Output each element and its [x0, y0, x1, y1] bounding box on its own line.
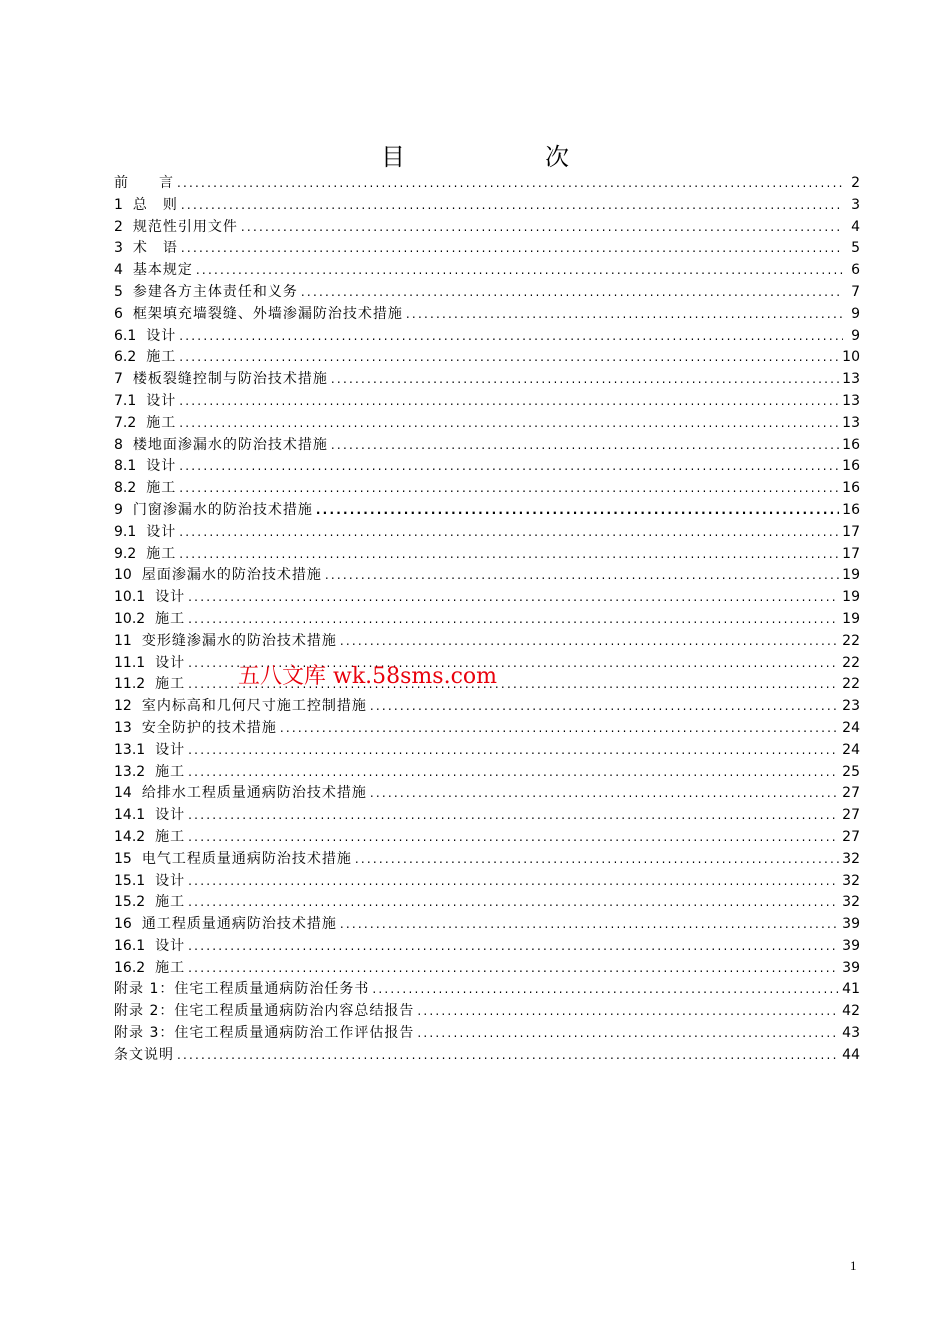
toc-entry[interactable]	[114, 435, 860, 457]
toc-entry[interactable]	[114, 958, 860, 980]
toc-dot-leader	[331, 435, 839, 457]
toc-entry[interactable]	[114, 936, 860, 958]
toc-entry-number: 5	[114, 283, 123, 300]
toc-entry[interactable]	[114, 718, 860, 740]
toc-entry-label: 施工	[155, 763, 186, 780]
toc-entry-label: 前 言	[114, 175, 174, 191]
toc-entry[interactable]	[114, 391, 860, 413]
toc-entry[interactable]	[114, 762, 860, 784]
toc-entry[interactable]	[114, 260, 860, 282]
toc-entry-page: 16	[842, 501, 860, 518]
toc-entry-number: 14.2	[114, 828, 146, 845]
toc-entry-label: 设计	[146, 392, 177, 409]
toc-entry-number: 11	[114, 632, 132, 649]
toc-entry[interactable]	[114, 609, 860, 631]
toc-entry-number: 7	[114, 371, 123, 388]
toc-entry[interactable]	[114, 369, 860, 391]
toc-entry-number: 12	[114, 698, 132, 715]
toc-entry-label: 设计	[155, 872, 186, 889]
toc-entry-page: 19	[842, 589, 860, 606]
toc-entry-label: 施工	[155, 828, 186, 845]
toc-entry[interactable]	[114, 783, 860, 805]
toc-entry-label: 附录 3：住宅工程质量通病防治工作评估报告	[114, 1025, 415, 1042]
toc-entry[interactable]	[114, 892, 860, 914]
toc-entry-page: 16	[842, 480, 860, 497]
toc-entry-label: 附录 1：住宅工程质量通病防治任务书	[114, 981, 370, 998]
toc-entry-page: 17	[842, 523, 860, 540]
toc-dot-leader	[316, 500, 839, 522]
toc-entry-page: 10	[842, 349, 860, 366]
toc-entry-number: 8.1	[114, 458, 137, 475]
toc-entry[interactable]	[114, 565, 860, 587]
toc-dot-leader	[196, 260, 843, 282]
toc-dot-leader	[181, 238, 843, 260]
toc-entry-label: 术 语	[132, 240, 178, 257]
toc-dot-leader	[179, 478, 839, 500]
toc-dot-leader	[179, 456, 839, 478]
toc-entry[interactable]	[114, 979, 860, 1001]
toc-entry-label: 施工	[155, 959, 186, 976]
toc-entry-label: 基本规定	[132, 262, 193, 279]
toc-entry-page: 44	[842, 1046, 860, 1063]
toc-entry-page: 17	[842, 545, 860, 562]
toc-entry-page: 16	[842, 436, 860, 453]
toc-entry-label: 规范性引用文件	[132, 218, 238, 235]
toc-entry-page: 16	[842, 458, 860, 475]
toc-dot-leader	[188, 762, 839, 784]
toc-entry-label: 设计	[155, 654, 186, 671]
toc-entry-page: 27	[842, 785, 860, 802]
toc-entry[interactable]	[114, 631, 860, 653]
toc-entry-number: 6.2	[114, 349, 137, 366]
toc-dot-leader	[188, 892, 839, 914]
toc-entry-number: 6	[114, 305, 123, 322]
toc-entry-number: 9	[114, 501, 123, 518]
toc-dot-leader	[181, 195, 843, 217]
toc-entry-page: 22	[842, 676, 860, 693]
toc-entry-label: 附录 2：住宅工程质量通病防治内容总结报告	[114, 1003, 415, 1020]
toc-entry[interactable]	[114, 740, 860, 762]
toc-entry-page: 13	[842, 414, 860, 431]
toc-entry-number: 14	[114, 785, 132, 802]
toc-entry-number: 15.1	[114, 872, 146, 889]
toc-entry-label: 参建各方主体责任和义务	[132, 283, 298, 300]
toc-entry-label: 施工	[155, 894, 186, 911]
toc-entry-page: 39	[842, 916, 860, 933]
toc-dot-leader	[370, 696, 839, 718]
toc-entry[interactable]	[114, 217, 860, 239]
toc-entry-label: 设计	[155, 741, 186, 758]
toc-entry-number: 2	[114, 218, 123, 235]
toc-entry-page: 39	[842, 959, 860, 976]
toc-dot-leader	[340, 914, 839, 936]
toc-entry[interactable]	[114, 696, 860, 718]
toc-entry-label: 框架填充墙裂缝、外墙渗漏防治技术措施	[132, 305, 403, 322]
toc-entry-number: 14.1	[114, 807, 146, 824]
toc-entry-label: 设计	[146, 327, 177, 344]
toc-dot-leader	[331, 369, 839, 391]
toc-entry-label: 设计	[146, 458, 177, 475]
toc-entry-page: 22	[842, 632, 860, 649]
toc-entry-number: 13.1	[114, 741, 146, 758]
toc-entry-number: 3	[114, 240, 123, 257]
toc-entry[interactable]	[114, 1045, 860, 1067]
toc-entry-label: 门窗渗漏水的防治技术措施	[132, 501, 313, 518]
toc-entry-page: 9	[851, 305, 860, 322]
toc-entry-page: 7	[851, 283, 860, 300]
toc-entry-page: 27	[842, 828, 860, 845]
toc-entry-page: 24	[842, 741, 860, 758]
toc-entry-page: 43	[842, 1025, 860, 1042]
toc-dot-leader	[179, 391, 839, 413]
toc-entry-number: 8	[114, 436, 123, 453]
toc-entry[interactable]	[114, 587, 860, 609]
toc-dot-leader	[417, 1001, 839, 1023]
toc-entry-number: 11.2	[114, 676, 146, 693]
toc-entry-page: 32	[842, 850, 860, 867]
toc-entry[interactable]	[114, 544, 860, 566]
toc-entry-page: 19	[842, 567, 860, 584]
toc-entry[interactable]	[114, 827, 860, 849]
toc-entry-number: 15	[114, 850, 132, 867]
toc-entry[interactable]	[114, 500, 860, 522]
toc-entry[interactable]	[114, 478, 860, 500]
toc-entry[interactable]	[114, 326, 860, 348]
toc-dot-leader	[301, 282, 843, 304]
toc-dot-leader	[188, 871, 839, 893]
toc-entry[interactable]	[114, 238, 860, 260]
toc-dot-leader	[417, 1023, 839, 1045]
toc-entry-page: 24	[842, 719, 860, 736]
toc-entry[interactable]	[114, 805, 860, 827]
toc-entry-number: 16.1	[114, 937, 146, 954]
toc-entry[interactable]	[114, 173, 860, 195]
toc-entry-page: 19	[842, 610, 860, 627]
toc-entry-page: 32	[842, 872, 860, 889]
toc-entry-label: 通工程质量通病防治技术措施	[141, 916, 337, 933]
toc-entry-label: 设计	[155, 589, 186, 606]
toc-entry-page: 32	[842, 894, 860, 911]
watermark: 五八文库 wk.58sms.com	[238, 664, 498, 689]
toc-entry-page: 4	[851, 218, 860, 235]
toc-entry-page: 5	[851, 240, 860, 257]
toc-entry-page: 13	[842, 371, 860, 388]
toc-entry-number: 15.2	[114, 894, 146, 911]
toc-entry-label: 楼板裂缝控制与防治技术措施	[132, 371, 328, 388]
toc-entry[interactable]	[114, 347, 860, 369]
toc-entry-label: 设计	[146, 523, 177, 540]
toc-dot-leader	[340, 631, 839, 653]
toc-entry-page: 41	[842, 981, 860, 998]
toc-entry[interactable]	[114, 522, 860, 544]
toc-entry[interactable]	[114, 413, 860, 435]
toc-entry-page: 9	[851, 327, 860, 344]
toc-dot-leader	[406, 304, 843, 326]
toc-entry-number: 1	[114, 196, 123, 213]
toc-entry-label: 设计	[155, 807, 186, 824]
toc-entry[interactable]	[114, 914, 860, 936]
toc-entry-page: 42	[842, 1003, 860, 1020]
toc-entry-number: 11.1	[114, 654, 146, 671]
toc-entry-label: 室内标高和几何尺寸施工控制措施	[141, 698, 367, 715]
toc-entry-number: 13.2	[114, 763, 146, 780]
toc-entry-label: 屋面渗漏水的防治技术措施	[141, 567, 322, 584]
toc-entry-label: 施工	[146, 349, 177, 366]
toc-entry-label: 施工	[146, 414, 177, 431]
toc-entry[interactable]	[114, 195, 860, 217]
toc-dot-leader	[188, 827, 839, 849]
toc-entry-label: 变形缝渗漏水的防治技术措施	[141, 632, 337, 649]
toc-dot-leader	[241, 217, 843, 239]
toc-entry-page: 22	[842, 654, 860, 671]
toc-title: 目 次	[381, 143, 627, 171]
toc-entry-number: 16	[114, 916, 132, 933]
toc-dot-leader	[280, 718, 839, 740]
toc-entry-number: 7.2	[114, 414, 137, 431]
toc-entry-number: 4	[114, 262, 123, 279]
toc-entry-page: 2	[851, 175, 860, 191]
toc-dot-leader	[188, 805, 839, 827]
toc-entry-page: 13	[842, 392, 860, 409]
toc-entry-number: 8.2	[114, 480, 137, 497]
toc-dot-leader	[177, 173, 843, 195]
toc-dot-leader	[188, 958, 839, 980]
toc-dot-leader	[325, 565, 839, 587]
toc-entry-label: 总 则	[132, 196, 178, 213]
toc-entry-number: 16.2	[114, 959, 146, 976]
toc-entry-label: 施工	[155, 610, 186, 627]
toc-entry[interactable]	[114, 282, 860, 304]
toc-entry[interactable]	[114, 849, 860, 871]
toc-entry-label: 电气工程质量通病防治技术措施	[141, 850, 352, 867]
toc-dot-leader	[179, 326, 843, 348]
toc-dot-leader	[188, 609, 839, 631]
toc-entry-page: 6	[851, 262, 860, 279]
toc-entry[interactable]	[114, 1001, 860, 1023]
toc-entry-label: 施工	[155, 676, 186, 693]
toc-entry-page: 23	[842, 698, 860, 715]
toc-dot-leader	[355, 849, 839, 871]
toc-entry[interactable]	[114, 871, 860, 893]
toc-dot-leader	[188, 587, 839, 609]
toc-entry-number: 9.2	[114, 545, 137, 562]
toc-entry-number: 6.1	[114, 327, 137, 344]
toc-entry-label: 楼地面渗漏水的防治技术措施	[132, 436, 328, 453]
toc-dot-leader	[179, 544, 839, 566]
toc-entry-page: 3	[851, 196, 860, 213]
toc-entry-page: 27	[842, 807, 860, 824]
toc-dot-leader	[177, 1045, 839, 1067]
toc-entry-number: 9.1	[114, 523, 137, 540]
toc-entry-number: 13	[114, 719, 132, 736]
toc-entry-label: 条文说明	[114, 1046, 174, 1063]
toc-entry-label: 安全防护的技术措施	[141, 719, 277, 736]
toc-entry-label: 给排水工程质量通病防治技术措施	[141, 785, 367, 802]
toc-entry-number: 7.1	[114, 392, 137, 409]
toc-dot-leader	[188, 936, 839, 958]
toc-entry-number: 10.1	[114, 589, 146, 606]
toc-dot-leader	[179, 347, 839, 369]
toc-entry-label: 设计	[155, 937, 186, 954]
toc-entry[interactable]	[114, 456, 860, 478]
toc-entry[interactable]	[114, 304, 860, 326]
toc-entry[interactable]	[114, 1023, 860, 1045]
toc-dot-leader	[188, 740, 839, 762]
toc-list	[114, 173, 860, 1067]
toc-entry-page: 39	[842, 937, 860, 954]
toc-dot-leader	[370, 783, 839, 805]
toc-dot-leader	[372, 979, 839, 1001]
toc-entry-label: 施工	[146, 480, 177, 497]
page-number: 1	[850, 1258, 857, 1273]
toc-entry-number: 10	[114, 567, 132, 584]
toc-entry-page: 25	[842, 763, 860, 780]
toc-dot-leader	[179, 522, 839, 544]
toc-dot-leader	[179, 413, 839, 435]
toc-entry-label: 施工	[146, 545, 177, 562]
toc-entry-number: 10.2	[114, 610, 146, 627]
